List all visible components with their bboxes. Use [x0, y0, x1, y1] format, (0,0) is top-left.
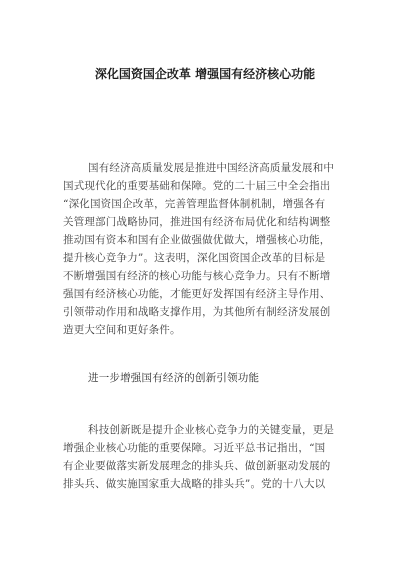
paragraph-line: 国有经济高质量发展是推进中国经济高质量发展和中 [88, 162, 335, 174]
paragraph-line: 强国有经济核心功能，才能更好发挥国有经济主导作用、 [63, 288, 331, 300]
paragraph-line: 引领带动作用和战略支撑作用，为其他所有制经济发展创 [63, 306, 331, 318]
document-title: 深化国资国企改革 增强国有经济核心功能 [94, 67, 316, 81]
paragraph-line: 有企业要做落实新发展理念的排头兵、做创新驱动发展的 [63, 460, 331, 472]
paragraph-line: 推动国有资本和国有企业做强做优做大，增强核心功能， [63, 234, 331, 246]
paragraph-line: 不断增强国有经济的核心功能与核心竞争力。只有不断增 [63, 270, 331, 282]
paragraph-line: 国式现代化的重要基础和保障。党的二十届三中全会指出 [63, 180, 331, 192]
paragraph-line: “深化国资国企改革，完善管理监督体制机制，增强各有 [63, 198, 326, 210]
paragraph-line: 提升核心竞争力”。这表明，深化国资国企改革的目标是 [63, 252, 326, 264]
paragraph-line: 关管理部门战略协同，推进国有经济布局优化和结构调整 [63, 216, 331, 228]
section-heading: 进一步增强国有经济的创新引领功能 [88, 372, 260, 384]
paragraph-line: 增强企业核心功能的重要保障。习近平总书记指出，“国 [63, 442, 326, 454]
paragraph-line: 排头兵、做实施国家重大战略的排头兵”。党的十八大以 [63, 478, 326, 490]
paragraph-line: 造更大空间和更好条件。 [63, 324, 181, 336]
paragraph-line: 科技创新既是提升企业核心竞争力的关键变量，更是 [88, 424, 335, 436]
